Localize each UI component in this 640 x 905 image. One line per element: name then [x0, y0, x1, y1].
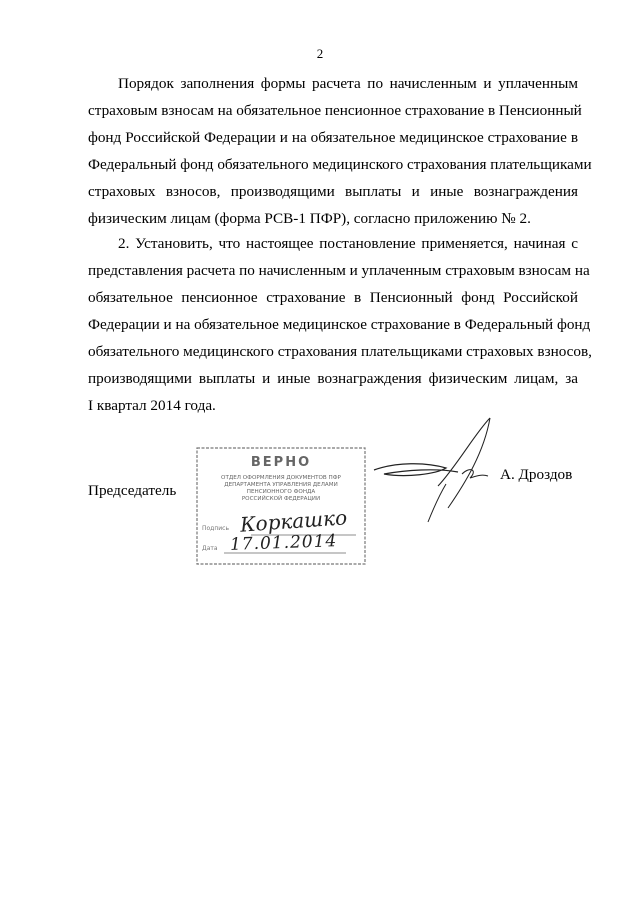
certification-stamp [196, 447, 366, 565]
stamp-line: ПЕНСИОННОГО ФОНДА [246, 489, 316, 495]
text-line: обязательное пенсионное страхование в Пенсионный фонд Российской [88, 289, 578, 306]
stamp-sign-label: Подпись [202, 525, 229, 532]
text-line: Федерации и на обязательное медицинское страхование в Федеральный фонд [88, 316, 591, 333]
text-line: фонд Российской Федерации и на обязательное медицинское страхование в [88, 129, 578, 146]
handwritten-signature [366, 412, 496, 537]
text-line: 2. Установить, что настоящее постановление применяется, начиная с [118, 235, 578, 252]
text-line: I квартал 2014 года. [88, 397, 216, 414]
stamp-line: ДЕПАРТАМЕНТА УПРАВЛЕНИЯ ДЕЛАМИ [224, 482, 338, 488]
text-line: физическим лицам (форма РСВ-1 ПФР), согласно приложению № 2. [88, 210, 531, 227]
stamp-line: РОССИЙСКОЙ ФЕДЕРАЦИИ [241, 496, 321, 502]
text-line: представления расчета по начисленным и уплаченным страховым взносам на [88, 262, 590, 279]
text-line: Порядок заполнения формы расчета по начисленным и уплаченным [118, 75, 578, 92]
page-number: 2 [316, 46, 324, 61]
stamp-handwritten-name: Коркашко [239, 505, 348, 537]
text-line: производящими выплаты и иные вознаграждения физическим лицам, за [88, 370, 578, 387]
text-line: обязательного медицинского страхования плательщиками страховых взносов, [88, 343, 592, 360]
position-title: Председатель [88, 482, 177, 499]
stamp-handwritten-date: 17.01.2014 [229, 531, 338, 555]
text-line: страховым взносам на обязательное пенсионное страхование в Пенсионный [88, 102, 582, 119]
text-line: Федеральный фонд обязательного медицинского страхования плательщиками [88, 156, 592, 173]
paragraph-procedure [88, 70, 592, 232]
text-line: страховых взносов, производящими выплаты и иные вознаграждения [88, 183, 578, 200]
stamp-line: ОТДЕЛ ОФОРМЛЕНИЯ ДОКУМЕНТОВ ПФР [221, 475, 341, 481]
paragraph-effective-date [88, 230, 592, 419]
stamp-title: ВЕРНО [250, 455, 312, 470]
signer-name: А. Дроздов [500, 466, 573, 483]
stamp-date-label: Дата [202, 545, 218, 552]
